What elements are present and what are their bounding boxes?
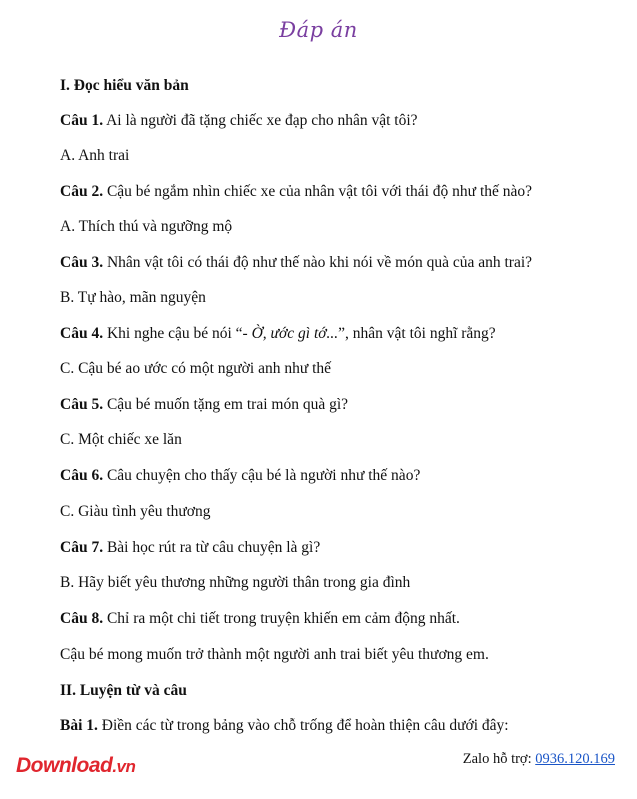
question-6	[60, 466, 420, 486]
question-label: Câu 3.	[60, 254, 104, 271]
question-4	[60, 324, 496, 344]
exercise-label: Bài 1.	[60, 717, 98, 734]
question-2	[60, 182, 532, 202]
answer-3: B. Tự hào, mãn nguyện	[60, 289, 206, 306]
question-label: Câu 5.	[60, 396, 104, 413]
question-label: Câu 8.	[60, 610, 104, 627]
logo-wordmark: Download	[16, 754, 113, 777]
question-text: Khi nghe cậu bé nói “	[103, 325, 243, 342]
exercise-1	[60, 716, 509, 736]
question-7	[60, 538, 320, 558]
question-label: Câu 6.	[60, 467, 104, 484]
answer-8: Cậu bé mong muốn trở thành một người anh trai biết yêu thương em.	[60, 646, 489, 663]
answer-4: C. Cậu bé ao ước có một người anh như thế	[60, 360, 332, 377]
question-text: Cậu bé muốn tặng em trai món quà gì?	[103, 396, 349, 413]
question-label: Câu 4.	[60, 325, 104, 342]
answer-5: C. Một chiếc xe lăn	[60, 431, 182, 448]
section-heading-vocabulary: II. Luyện từ và câu	[60, 682, 187, 699]
download-logo[interactable]	[16, 754, 135, 778]
section-heading-reading: I. Đọc hiểu văn bản	[60, 77, 189, 94]
question-1	[60, 111, 418, 131]
answer-7: B. Hãy biết yêu thương những người thân trong gia đình	[60, 574, 411, 591]
question-label: Câu 2.	[60, 183, 104, 200]
question-text-end: ”, nhân vật tôi nghĩ rằng?	[338, 325, 496, 342]
zalo-phone-link[interactable]: 0936.120.169	[535, 751, 615, 767]
question-label: Câu 7.	[60, 539, 104, 556]
question-text: Bài học rút ra từ câu chuyện là gì?	[103, 539, 321, 556]
zalo-support	[463, 751, 615, 768]
question-text: Câu chuyện cho thấy cậu bé là người như thế nào?	[103, 467, 421, 484]
question-text: Cậu bé ngắm nhìn chiếc xe của nhân vật tôi với thái độ như thế nào?	[103, 183, 533, 200]
answer-2: A. Thích thú và ngưỡng mộ	[60, 218, 233, 235]
logo-tld: .vn	[112, 757, 136, 776]
exercise-text: Điền các từ trong bảng vào chỗ trống để hoàn thiện câu dưới đây:	[97, 717, 509, 734]
page-title: Đáp án	[279, 18, 358, 42]
question-8	[60, 609, 460, 629]
question-label: Câu 1.	[60, 112, 104, 129]
question-quote: - Ờ, ước gì tớ...	[242, 325, 339, 342]
question-text: Nhân vật tôi có thái độ như thế nào khi nói về món quà của anh trai?	[103, 254, 533, 271]
question-3	[60, 253, 532, 273]
answer-6: C. Giàu tình yêu thương	[60, 503, 211, 520]
question-5	[60, 395, 348, 415]
question-text: Chỉ ra một chi tiết trong truyện khiến em cảm động nhất.	[103, 610, 460, 627]
question-text: Ai là người đã tặng chiếc xe đạp cho nhân vật tôi?	[103, 112, 418, 129]
answer-1: A. Anh trai	[60, 147, 130, 164]
zalo-label: Zalo hỗ trợ:	[462, 751, 536, 767]
